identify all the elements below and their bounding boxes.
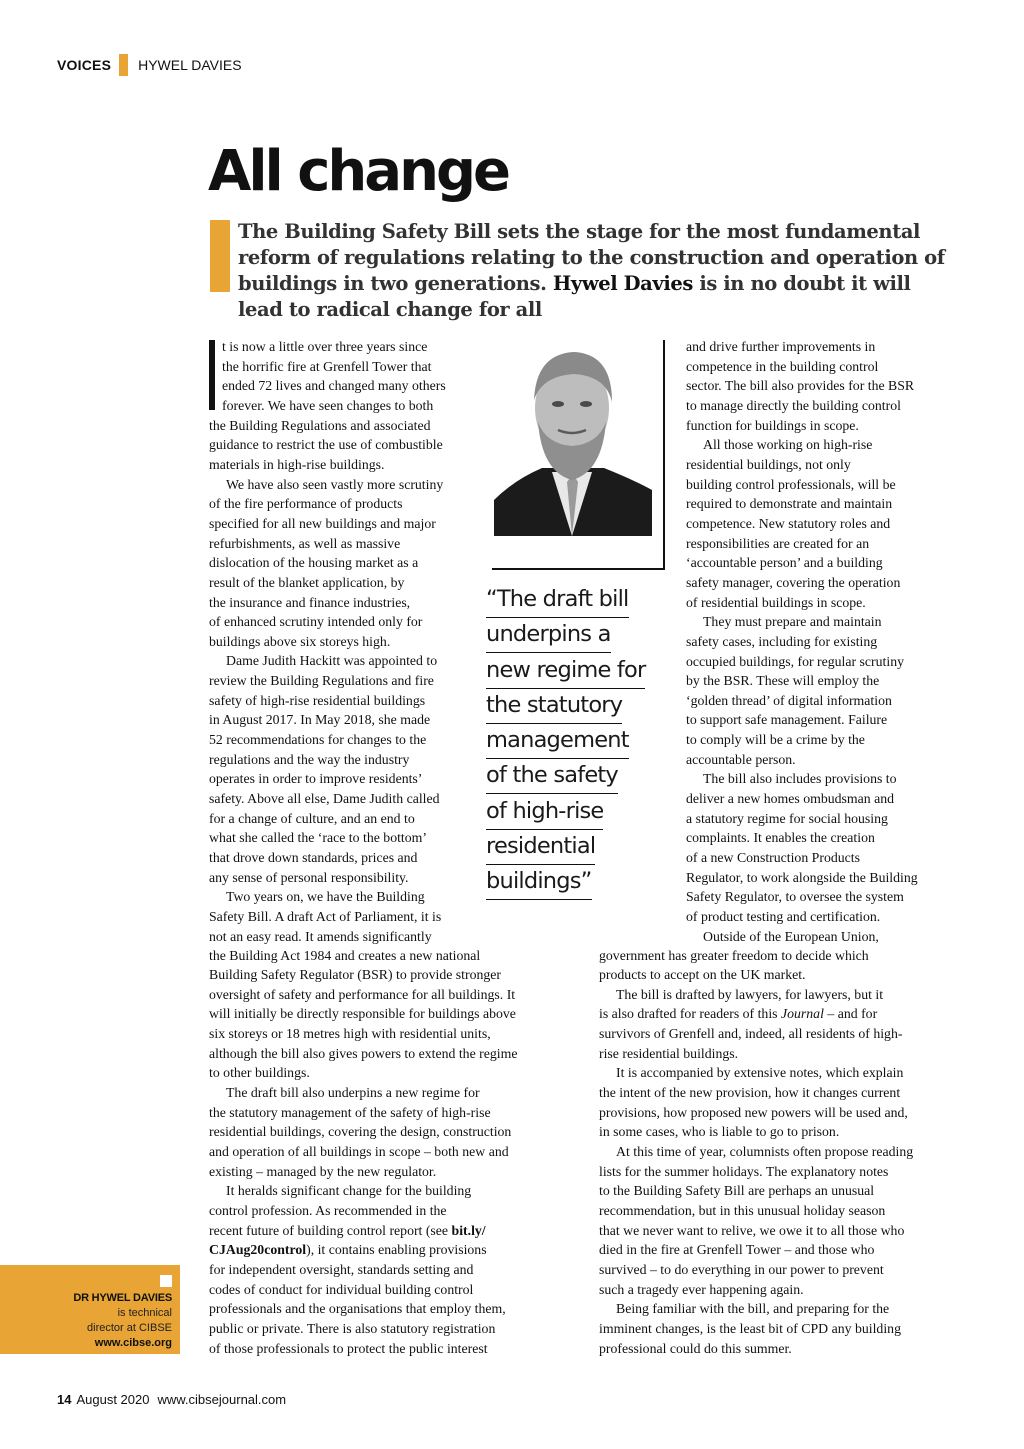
body-line: of residential buildings in scope. <box>686 594 866 610</box>
body-line: competence in the building control <box>686 358 879 374</box>
report-link-code[interactable]: CJAug20control <box>209 1242 307 1258</box>
body-line: the insurance and finance industries, <box>209 594 411 610</box>
body-line: It is accompanied by extensive notes, which explain <box>616 1065 904 1081</box>
pull-quote-line: management <box>486 724 629 759</box>
pull-quote-line: underpins a <box>486 618 611 653</box>
body-line: survived – to do everything in our power to prevent <box>599 1262 884 1277</box>
body-line: public or private. There is also statutory registration <box>209 1320 496 1336</box>
body-line: competence. New statutory roles and <box>686 515 891 531</box>
body-line: of enhanced scrutiny intended only for <box>209 614 423 630</box>
body-line: It heralds significant change for the building <box>226 1183 472 1199</box>
body-line: imminent changes, is the least bit of CPD any building <box>599 1320 901 1336</box>
body-line: residential buildings, not only <box>686 456 851 472</box>
body-line: professionals and the organisations that employ them, <box>209 1301 506 1317</box>
page-header <box>57 54 242 76</box>
body-line: We have also seen vastly more scrutiny <box>226 476 444 492</box>
author-bio-box <box>0 1265 180 1354</box>
body-line: existing – managed by the new regulator. <box>209 1163 437 1179</box>
article-title: All change <box>208 139 509 204</box>
body-line: oversight of safety and performance for all buildings. It <box>209 986 516 1002</box>
bio-link[interactable]: www.cibse.org <box>94 1337 172 1349</box>
body-line: ‘accountable person’ and a building <box>686 555 883 571</box>
header-divider-bar <box>119 54 128 76</box>
body-line: the statutory management of the safety of high-rise <box>209 1104 491 1120</box>
body-line: and operation of all buildings in scope – both new and <box>209 1144 509 1160</box>
body-line <box>599 1004 951 1024</box>
author-bio <box>73 1291 172 1351</box>
author-photo-frame <box>492 340 665 570</box>
body-line: of the fire performance of products <box>209 496 403 512</box>
body-line: that drove down standards, prices and <box>209 850 418 866</box>
body-text: is also drafted for readers of this <box>599 1006 778 1022</box>
body-line: The bill also includes provisions to <box>703 771 897 787</box>
bio-role-line: director at CIBSE <box>87 1322 172 1334</box>
body-line: residential buildings, covering the design, construction <box>209 1124 512 1140</box>
body-line <box>209 1221 554 1241</box>
drop-cap-i <box>209 340 215 410</box>
body-line: ended 72 lives and changed many others <box>222 378 446 394</box>
body-line: the Building Act 1984 and creates a new national <box>209 947 481 963</box>
body-line: the intent of the new provision, how it changes current <box>599 1085 901 1101</box>
body-line: refurbishments, as well as massive <box>209 535 401 551</box>
body-line: safety manager, covering the operation <box>686 574 901 590</box>
body-line: buildings above six storeys high. <box>209 633 391 649</box>
body-text: – and for <box>823 1006 878 1022</box>
body-line: in some cases, who is liable to go to prison. <box>599 1124 840 1140</box>
section-label: VOICES <box>57 57 112 73</box>
body-line: regulations and the way the industry <box>209 751 410 767</box>
issue-date: August 2020 <box>76 1392 150 1407</box>
body-line: The bill is drafted by lawyers, for lawyers, but it <box>616 986 884 1002</box>
body-line: what she called the ‘race to the bottom’ <box>209 830 427 846</box>
body-line: guidance to restrict the use of combustible <box>209 437 443 453</box>
standfirst-tail: is in no doubt it will lead to radical change for all <box>238 272 911 321</box>
body-line: to support safe management. Failure <box>686 712 888 728</box>
standfirst-lead: The Building Safety Bill sets the stage for the most fundamental reform of regulations relating to the construction and operation of buildings in two generations. <box>238 220 945 295</box>
body-line: products to accept on the UK market. <box>599 967 806 983</box>
pull-quote-line: “The draft bill <box>486 583 629 618</box>
body-line: rise residential buildings. <box>599 1045 739 1061</box>
body-line: of those professionals to protect the public interest <box>209 1340 488 1356</box>
body-line: that we never want to relive, we owe it to all those who <box>599 1222 905 1238</box>
body-line: occupied buildings, for regular scrutiny <box>686 653 905 669</box>
pull-quote <box>486 583 662 901</box>
body-line: recommendation, but in this unusual holiday season <box>599 1203 886 1219</box>
pull-quote-line: buildings” <box>486 865 592 900</box>
body-line: to other buildings. <box>209 1065 310 1081</box>
standfirst-author: Hywel Davies <box>552 272 693 295</box>
body-line <box>209 1240 554 1260</box>
body-line: of product testing and certification. <box>686 909 881 925</box>
body-line: dislocation of the housing market as a <box>209 555 419 571</box>
body-col1-wide <box>209 946 554 1359</box>
body-line: building control professionals, will be <box>686 476 896 492</box>
pull-quote-line: of high-rise <box>486 795 603 830</box>
pull-quote-line: residential <box>486 830 595 865</box>
body-line: the Building Regulations and associated <box>209 417 431 433</box>
journal-name: Journal <box>780 1006 824 1022</box>
body-line: government has greater freedom to decide which <box>599 947 869 963</box>
body-line: sector. The bill also provides for the BSR <box>686 378 915 394</box>
footer-site-link[interactable]: www.cibsejournal.com <box>157 1392 287 1407</box>
body-line: accountable person. <box>686 751 796 767</box>
standfirst-accent-bar <box>210 220 230 292</box>
body-line: although the bill also gives powers to extend the regime <box>209 1045 518 1061</box>
body-line: safety of high-rise residential buildings <box>209 692 426 708</box>
standfirst <box>238 219 958 323</box>
body-line: codes of conduct for individual building control <box>209 1281 474 1297</box>
pull-quote-line: of the safety <box>486 759 618 794</box>
body-line: for a change of culture, and an end to <box>209 810 415 826</box>
body-line: professional could do this summer. <box>599 1340 792 1356</box>
body-line: t is now a little over three years since <box>222 339 428 354</box>
body-line: Regulator, to work alongside the Building <box>686 869 918 885</box>
page-footer <box>57 1392 286 1407</box>
body-line: safety. Above all else, Dame Judith called <box>209 791 440 807</box>
body-line: in August 2017. In May 2018, she made <box>209 712 431 728</box>
body-line: materials in high-rise buildings. <box>209 456 385 472</box>
body-text: ), it contains enabling provisions <box>306 1242 487 1258</box>
body-line: died in the fire at Grenfell Tower – and those who <box>599 1242 875 1258</box>
body-line: of a new Construction Products <box>686 850 860 866</box>
body-line: result of the blanket application, by <box>209 574 405 590</box>
body-line: lists for the summer holidays. The explanatory notes <box>599 1163 889 1179</box>
body-line: will initially be directly responsible for buildings above <box>209 1006 516 1022</box>
body-col3 <box>686 337 948 946</box>
body-line: such a tragedy ever happening again. <box>599 1281 804 1297</box>
body-text: recent future of building control report (see <box>209 1222 449 1238</box>
body-line: and drive further improvements in <box>686 339 876 354</box>
body-line: safety cases, including for existing <box>686 633 878 649</box>
page-number: 14 <box>57 1392 72 1407</box>
body-line: review the Building Regulations and fire <box>209 673 434 689</box>
body-line: operates in order to improve residents’ <box>209 771 423 787</box>
pull-quote-line: new regime for <box>486 654 645 689</box>
body-col1-top <box>222 337 484 416</box>
body-line: provisions, how proposed new powers will be used and, <box>599 1104 908 1120</box>
body-line: not an easy read. It amends significantly <box>209 928 432 944</box>
body-line: a statutory regime for social housing <box>686 810 888 826</box>
author-label: HYWEL DAVIES <box>138 57 242 73</box>
body-line: Outside of the European Union, <box>703 928 879 944</box>
body-line: Safety Regulator, to oversee the system <box>686 889 904 905</box>
body-line: for independent oversight, standards setting and <box>209 1262 474 1277</box>
body-line: to comply will be a crime by the <box>686 732 865 748</box>
body-line: to manage directly the building control <box>686 397 901 413</box>
body-line: 52 recommendations for changes to the <box>209 732 427 748</box>
body-line: deliver a new homes ombudsman and <box>686 791 895 807</box>
body-col1 <box>209 416 484 947</box>
body-line: responsibilities are created for an <box>686 535 870 551</box>
body-line: The draft bill also underpins a new regime for <box>226 1085 480 1101</box>
body-line: function for buildings in scope. <box>686 417 859 433</box>
body-line: specified for all new buildings and major <box>209 515 436 531</box>
body-col3-wide <box>599 946 951 1359</box>
body-line: control profession. As recommended in the <box>209 1203 447 1219</box>
pull-quote-line: the statutory <box>486 689 622 724</box>
body-line: Being familiar with the bill, and preparing for the <box>616 1301 890 1317</box>
bio-role-line: is technical <box>117 1307 172 1319</box>
body-line: Safety Bill. A draft Act of Parliament, it is <box>209 909 442 924</box>
bio-name: DR HYWEL DAVIES <box>73 1292 172 1304</box>
report-link[interactable]: bit.ly/ <box>451 1222 486 1238</box>
body-line: forever. We have seen changes to both <box>222 397 434 413</box>
body-line: Dame Judith Hackitt was appointed to <box>226 653 438 669</box>
body-line: ‘golden thread’ of digital information <box>686 692 892 708</box>
body-line: by the BSR. These will employ the <box>686 673 880 689</box>
body-line: Building Safety Regulator (BSR) to provide stronger <box>209 967 501 983</box>
body-line: At this time of year, columnists often propose reading <box>616 1144 914 1160</box>
body-line: All those working on high-rise <box>703 437 873 453</box>
bio-square-icon <box>160 1275 172 1287</box>
body-line: any sense of personal responsibility. <box>209 869 409 885</box>
body-line: Two years on, we have the Building <box>226 889 425 905</box>
body-line: six storeys or 18 metres high with residential units, <box>209 1026 491 1042</box>
body-line: They must prepare and maintain <box>703 614 882 630</box>
author-portrait <box>494 340 652 536</box>
body-line: complaints. It enables the creation <box>686 830 875 846</box>
body-line: the horrific fire at Grenfell Tower that <box>222 358 432 374</box>
body-line: to the Building Safety Bill are perhaps an unusual <box>599 1183 875 1199</box>
body-line: survivors of Grenfell and, indeed, all residents of high- <box>599 1026 903 1042</box>
body-line: required to demonstrate and maintain <box>686 496 893 512</box>
